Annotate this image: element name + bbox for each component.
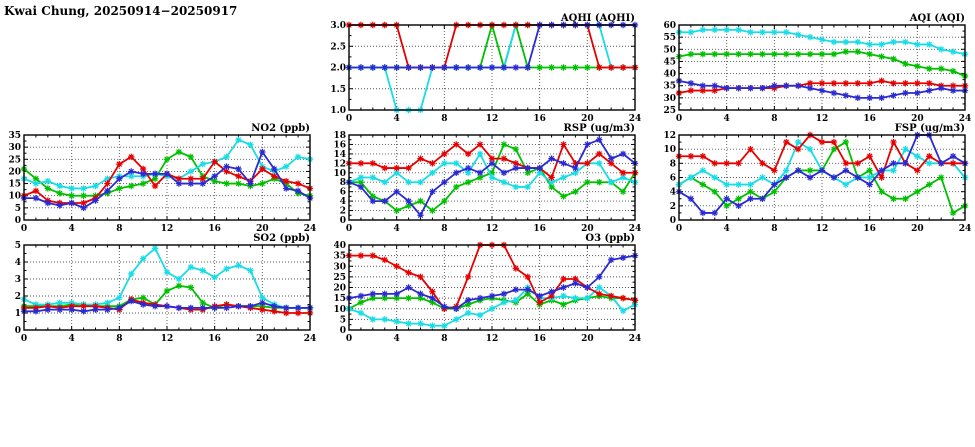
svg-text:0: 0 bbox=[14, 326, 21, 336]
chart-title: SO2 (ppb) bbox=[253, 233, 310, 244]
svg-text:0: 0 bbox=[339, 216, 346, 226]
svg-text:4: 4 bbox=[339, 197, 346, 208]
svg-text:0: 0 bbox=[675, 224, 683, 234]
chart-title: NO2 (ppb) bbox=[251, 123, 310, 134]
svg-text:12: 12 bbox=[160, 334, 174, 344]
svg-text:20: 20 bbox=[256, 334, 269, 344]
chart-aqi bbox=[653, 11, 975, 127]
gridlines bbox=[679, 135, 965, 220]
svg-text:8: 8 bbox=[441, 334, 448, 344]
svg-text:2.0: 2.0 bbox=[330, 63, 346, 74]
svg-text:25: 25 bbox=[333, 272, 346, 283]
svg-text:12: 12 bbox=[815, 224, 829, 234]
svg-text:16: 16 bbox=[863, 114, 876, 124]
svg-text:4: 4 bbox=[669, 187, 676, 198]
svg-text:35: 35 bbox=[8, 131, 21, 141]
svg-text:30: 30 bbox=[663, 93, 676, 104]
svg-text:24: 24 bbox=[958, 224, 972, 234]
svg-text:4: 4 bbox=[68, 224, 75, 234]
chart-aqhi-svg bbox=[323, 11, 645, 127]
chart-o3-svg bbox=[323, 231, 645, 347]
chart-title: AQHI (AQHI) bbox=[560, 13, 635, 24]
svg-text:4: 4 bbox=[723, 114, 730, 124]
svg-text:0: 0 bbox=[20, 334, 28, 344]
svg-text:8: 8 bbox=[771, 224, 778, 234]
svg-text:3: 3 bbox=[14, 275, 21, 285]
chart-title: RSP (ug/m3) bbox=[563, 123, 635, 134]
svg-text:1: 1 bbox=[14, 309, 21, 319]
svg-text:35: 35 bbox=[663, 81, 676, 92]
chart-rsp-svg bbox=[323, 121, 645, 237]
svg-text:20: 20 bbox=[333, 283, 346, 294]
svg-text:15: 15 bbox=[8, 179, 21, 190]
svg-text:25: 25 bbox=[8, 155, 21, 166]
svg-text:3.0: 3.0 bbox=[330, 21, 346, 31]
svg-text:16: 16 bbox=[333, 140, 346, 151]
svg-text:12: 12 bbox=[485, 224, 499, 234]
svg-text:16: 16 bbox=[533, 224, 546, 234]
svg-text:10: 10 bbox=[333, 168, 346, 179]
svg-text:10: 10 bbox=[333, 304, 346, 315]
svg-text:12: 12 bbox=[663, 131, 676, 141]
svg-text:1.5: 1.5 bbox=[330, 84, 346, 95]
svg-text:0: 0 bbox=[345, 334, 353, 344]
svg-text:2.5: 2.5 bbox=[330, 42, 346, 53]
svg-text:2: 2 bbox=[339, 206, 346, 217]
svg-text:24: 24 bbox=[958, 114, 972, 124]
svg-text:4: 4 bbox=[393, 114, 400, 124]
svg-text:8: 8 bbox=[669, 159, 676, 170]
chart-aqhi bbox=[323, 11, 645, 127]
chart-aqi-svg bbox=[653, 11, 975, 127]
svg-text:20: 20 bbox=[911, 114, 924, 124]
chart-so2 bbox=[0, 231, 320, 347]
svg-text:8: 8 bbox=[771, 114, 778, 124]
svg-text:30: 30 bbox=[333, 262, 346, 273]
svg-text:30: 30 bbox=[8, 143, 21, 154]
green-markers bbox=[676, 49, 968, 80]
svg-text:4: 4 bbox=[68, 334, 75, 344]
svg-text:12: 12 bbox=[333, 159, 346, 170]
chart-fsp bbox=[653, 121, 975, 237]
svg-text:6: 6 bbox=[339, 187, 346, 198]
chart-rsp bbox=[323, 121, 645, 237]
svg-text:20: 20 bbox=[581, 334, 594, 344]
svg-text:2: 2 bbox=[14, 292, 21, 302]
svg-text:40: 40 bbox=[663, 69, 676, 80]
svg-text:16: 16 bbox=[533, 114, 546, 124]
gridlines bbox=[349, 245, 635, 330]
svg-text:16: 16 bbox=[208, 224, 221, 234]
svg-text:4: 4 bbox=[393, 224, 400, 234]
svg-text:24: 24 bbox=[303, 334, 317, 344]
svg-text:20: 20 bbox=[256, 224, 269, 234]
svg-text:8: 8 bbox=[339, 178, 346, 189]
svg-text:5: 5 bbox=[14, 241, 21, 251]
svg-text:20: 20 bbox=[911, 224, 924, 234]
svg-text:8: 8 bbox=[116, 224, 123, 234]
chart-so2-svg bbox=[0, 231, 320, 347]
svg-text:4: 4 bbox=[393, 334, 400, 344]
page-title: Kwai Chung, 20250914−20250917 bbox=[4, 4, 238, 18]
svg-text:45: 45 bbox=[663, 57, 676, 68]
svg-text:24: 24 bbox=[628, 114, 642, 124]
svg-text:60: 60 bbox=[663, 21, 676, 31]
svg-text:55: 55 bbox=[663, 33, 676, 44]
series-green bbox=[676, 49, 968, 80]
svg-text:4: 4 bbox=[723, 224, 730, 234]
svg-text:8: 8 bbox=[116, 334, 123, 344]
svg-text:10: 10 bbox=[8, 191, 21, 202]
svg-text:5: 5 bbox=[339, 315, 346, 326]
gridlines bbox=[24, 245, 310, 330]
svg-text:16: 16 bbox=[208, 334, 221, 344]
chart-fsp-svg bbox=[653, 121, 975, 237]
chart-title: O3 (ppb) bbox=[585, 233, 635, 244]
svg-text:50: 50 bbox=[663, 45, 676, 56]
axis-labels bbox=[15, 233, 317, 344]
axis-labels bbox=[333, 123, 641, 234]
svg-text:20: 20 bbox=[581, 224, 594, 234]
chart-title: FSP (ug/m3) bbox=[894, 123, 965, 134]
svg-text:0: 0 bbox=[20, 224, 28, 234]
series-red bbox=[346, 242, 638, 312]
svg-text:0: 0 bbox=[345, 224, 353, 234]
svg-text:12: 12 bbox=[485, 114, 499, 124]
svg-text:15: 15 bbox=[333, 294, 346, 305]
svg-text:16: 16 bbox=[533, 334, 546, 344]
svg-text:40: 40 bbox=[333, 241, 346, 251]
svg-text:12: 12 bbox=[815, 114, 829, 124]
svg-text:35: 35 bbox=[333, 251, 346, 262]
svg-text:16: 16 bbox=[863, 224, 876, 234]
red-markers bbox=[346, 242, 638, 312]
series-blue bbox=[346, 252, 638, 312]
svg-text:20: 20 bbox=[8, 167, 21, 178]
svg-text:18: 18 bbox=[333, 131, 346, 141]
svg-text:4: 4 bbox=[14, 258, 21, 268]
svg-text:2: 2 bbox=[669, 201, 676, 212]
svg-text:5: 5 bbox=[14, 203, 21, 214]
axis-labels bbox=[333, 233, 641, 344]
svg-text:0: 0 bbox=[339, 326, 346, 336]
svg-text:25: 25 bbox=[663, 106, 676, 116]
chart-no2 bbox=[0, 121, 320, 237]
svg-text:1.0: 1.0 bbox=[330, 106, 346, 116]
svg-text:0: 0 bbox=[669, 216, 676, 226]
svg-text:6: 6 bbox=[669, 173, 676, 184]
svg-text:24: 24 bbox=[628, 334, 642, 344]
svg-text:12: 12 bbox=[485, 334, 499, 344]
svg-text:24: 24 bbox=[303, 224, 317, 234]
svg-text:14: 14 bbox=[333, 149, 346, 160]
svg-text:24: 24 bbox=[628, 224, 642, 234]
axis-labels bbox=[330, 13, 641, 124]
svg-text:0: 0 bbox=[675, 114, 683, 124]
svg-text:8: 8 bbox=[441, 224, 448, 234]
chart-no2-svg bbox=[0, 121, 320, 237]
svg-text:12: 12 bbox=[160, 224, 174, 234]
svg-text:20: 20 bbox=[581, 114, 594, 124]
svg-text:10: 10 bbox=[663, 145, 676, 156]
svg-text:8: 8 bbox=[441, 114, 448, 124]
chart-title: AQI (AQI) bbox=[909, 13, 965, 24]
chart-o3 bbox=[323, 231, 645, 347]
svg-text:0: 0 bbox=[14, 216, 21, 226]
svg-text:0: 0 bbox=[345, 114, 353, 124]
